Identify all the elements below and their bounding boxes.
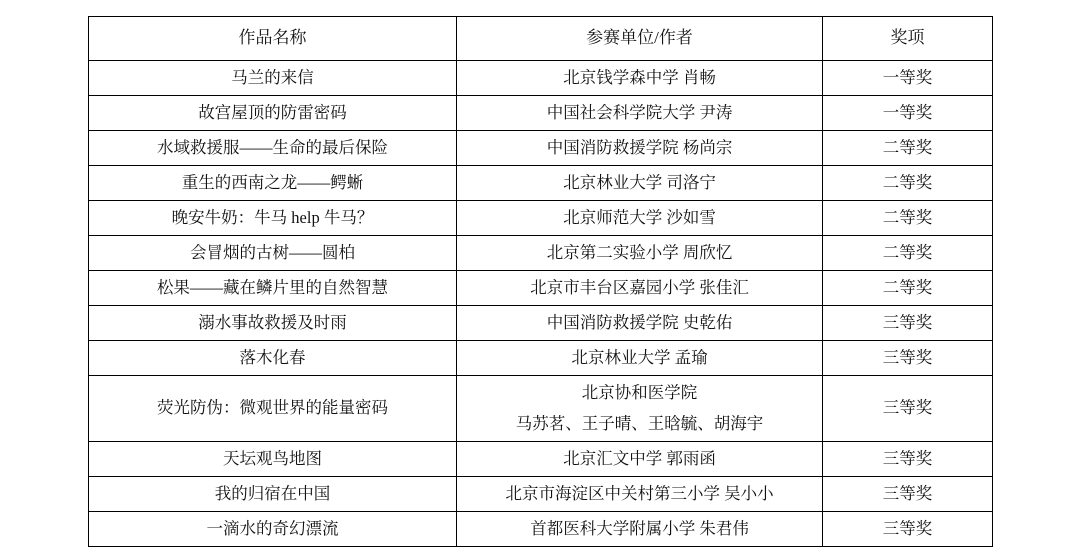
table-header xyxy=(89,17,993,61)
cell-work-name: 落木化春 xyxy=(89,341,457,376)
cell-work-name: 溺水事故救援及时雨 xyxy=(89,306,457,341)
table-header-row xyxy=(89,17,993,61)
cell-award: 一等奖 xyxy=(823,96,993,131)
cell-award: 二等奖 xyxy=(823,166,993,201)
cell-work-name: 重生的西南之龙——鳄蜥 xyxy=(89,166,457,201)
table-row xyxy=(89,96,993,131)
cell-award: 三等奖 xyxy=(823,441,993,476)
table-row xyxy=(89,511,993,546)
cell-work-name: 一滴水的奇幻漂流 xyxy=(89,511,457,546)
table-row xyxy=(89,376,993,442)
cell-unit-author: 北京林业大学 孟瑜 xyxy=(457,341,823,376)
table-row xyxy=(89,341,993,376)
cell-award: 三等奖 xyxy=(823,306,993,341)
column-header-award: 奖项 xyxy=(823,17,993,61)
cell-unit-author: 北京钱学森中学 肖畅 xyxy=(457,61,823,96)
cell-award: 二等奖 xyxy=(823,236,993,271)
cell-unit-author: 中国社会科学院大学 尹涛 xyxy=(457,96,823,131)
cell-work-name: 晚安牛奶：牛马 help 牛马？ xyxy=(89,201,457,236)
award-table-container xyxy=(88,16,992,547)
cell-unit-line: 北京协和医学院 xyxy=(581,383,698,402)
cell-work-name: 我的归宿在中国 xyxy=(89,476,457,511)
table-body xyxy=(89,61,993,547)
table-row xyxy=(89,131,993,166)
cell-unit-author: 首都医科大学附属小学 朱君伟 xyxy=(457,511,823,546)
cell-work-name: 荧光防伪：微观世界的能量密码 xyxy=(89,376,457,442)
cell-award: 三等奖 xyxy=(823,511,993,546)
table-row xyxy=(89,441,993,476)
table-row xyxy=(89,306,993,341)
table-row xyxy=(89,476,993,511)
cell-unit-author: 北京汇文中学 郭雨函 xyxy=(457,441,823,476)
cell-award: 三等奖 xyxy=(823,476,993,511)
cell-award: 一等奖 xyxy=(823,61,993,96)
cell-work-name: 马兰的来信 xyxy=(89,61,457,96)
cell-unit-author: 中国消防救援学院 杨尚宗 xyxy=(457,131,823,166)
cell-unit-author xyxy=(457,376,823,442)
cell-author-line: 马苏茗、王子晴、王晗毓、胡海宇 xyxy=(515,413,764,433)
table-row xyxy=(89,201,993,236)
cell-unit-author: 北京师范大学 沙如雪 xyxy=(457,201,823,236)
table-row xyxy=(89,61,993,96)
cell-work-name: 松果——藏在鳞片里的自然智慧 xyxy=(89,271,457,306)
cell-unit-author: 北京市丰台区嘉园小学 张佳汇 xyxy=(457,271,823,306)
cell-unit-author: 中国消防救援学院 史乾佑 xyxy=(457,306,823,341)
award-table xyxy=(88,16,993,547)
cell-award: 二等奖 xyxy=(823,271,993,306)
column-header-unit-author: 参赛单位/作者 xyxy=(457,17,823,61)
cell-unit-author: 北京市海淀区中关村第三小学 吴小小 xyxy=(457,476,823,511)
cell-award: 三等奖 xyxy=(823,376,993,442)
cell-award: 三等奖 xyxy=(823,341,993,376)
cell-work-name: 会冒烟的古树——圆柏 xyxy=(89,236,457,271)
cell-work-name: 故宫屋顶的防雷密码 xyxy=(89,96,457,131)
table-row xyxy=(89,236,993,271)
cell-work-name: 天坛观鸟地图 xyxy=(89,441,457,476)
cell-unit-author: 北京第二实验小学 周欣忆 xyxy=(457,236,823,271)
cell-award: 二等奖 xyxy=(823,131,993,166)
column-header-work-name: 作品名称 xyxy=(89,17,457,61)
table-row xyxy=(89,271,993,306)
cell-work-name: 水域救援服——生命的最后保险 xyxy=(89,131,457,166)
cell-unit-author: 北京林业大学 司洛宁 xyxy=(457,166,823,201)
cell-award: 二等奖 xyxy=(823,201,993,236)
table-row xyxy=(89,166,993,201)
